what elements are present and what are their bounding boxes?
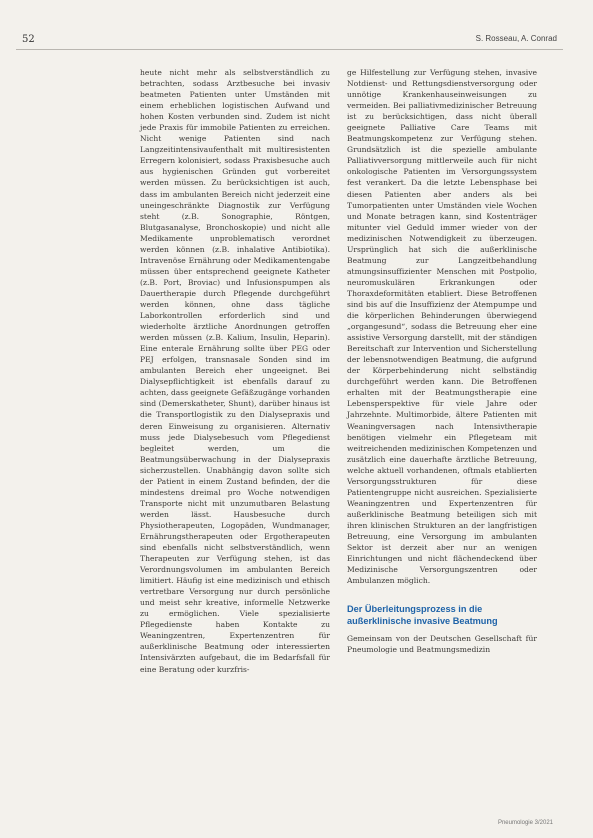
left-column-body: heute nicht mehr als selbstverständlich zu betrachten, sodass Arztbesuche bei invasiv beatmeten Patienten unter Umständen mit einem erheblichen logistischen Aufwand und hohen Kosten verbunden sind. Zudem ist nicht jede Praxis für immobile Patienten zu erreichen. Nicht wenige Patienten sind nach Langzeitintensivaufenthalt mit multiresistenten Erregern kolonisiert, sodass Praxisbesuche auch aus hygienischen Gründen gut vorbereitet werden müssen. Zu berücksichtigen ist auch, dass im ambulanten Bereich nicht jederzeit eine uneingeschränkte Diagnostik zur Verfügung steht (z.B. Sonographie, Röntgen, Blutgasanalyse, Bronchoskopie) und nicht alle Medikamente unproblematisch verordnet werden können (z.B. inhalative Antibiotika). Intravenöse Ernährung oder Medikamentengabe müssen über entsprechend geeignete Katheter (z.B. Port, Broviac) und Infusionspumpen als Dauertherapie durch Pflegende durchgeführt werden können, ohne dass tägliche Laborkontrollen erforderlich sind und wiederholte ärztliche Anordnungen getroffen werden müssen (z.B. Kalium, Insulin, Heparin). Eine enterale Ernährung sollte über PEG oder PEJ erfolgen, transnasale Sonden sind im ambulanten Bereich eher ungeeignet. Bei Dialysepflichtigkeit ist ebenfalls darauf zu achten, dass geeignete Gefäßzugänge vorhanden sind (Demerskatheter, Shunt), darüber hinaus ist die Transportlogistik zu den Dialysepraxis und deren Einweisung zu organisieren. Alternativ muss jede Dialysebesuch vom Pflegedienst begleitet werden, um die Beatmungsüberwachung in der Dialysepraxis sicherzustellen. Unabhängig davon sollte sich der Patient in einem Zustand befinden, der die mindestens dreimal pro Woche notwendigen Transporte nicht mit unzumutbaren Belastung werden lässt. Hausbesuche durch Physiotherapeuten, Logopäden, Wundmanager, Ernährungstherapeuten oder Ergotherapeuten sind ebenfalls nicht selbstverständlich, wenn Therapeuten zur Verfügung stehen, ist das Verordnungsvolumen im ambulanten Bereich limitiert. Häufig ist eine medizinisch und ethisch vertretbare Versorgung nur durch persönliche und meist sehr kreative, informelle Netzwerke zu ermöglichen. Viele spezialisierte Pflegedienste haben Kontakte zu Weaningzentren, Expertenzentren für außerklinische Beatmung oder interessierten Intensivärzten aufgebaut, die im Bedarfsfall für eine Beratung oder kurzfris- bbox=[140, 68, 330, 674]
left-text-column bbox=[140, 67, 330, 675]
running-head: S. Rosseau, A. Conrad bbox=[475, 34, 557, 43]
right-column-body-continued: Gemeinsam von der Deutschen Gesellschaft für Pneumologie und Beatmungsmedizin bbox=[347, 634, 537, 655]
page-footer: Pneumologie 3/2021 bbox=[497, 820, 553, 826]
page-number: 52 bbox=[22, 34, 35, 45]
right-column-body: ge Hilfestellung zur Verfügung stehen, invasive Notdienst- und Rettungsdienstversorgung oder unnötige Krankenhauseinweisungen zu vermeiden. Bei palliativmedizinischer Betreuung ist zu berücksichtigen, dass nicht überall geeignete Palliative Care Teams mit Beatmungskompetenz zur Verfügung stehen. Grundsätzlich ist die spezielle ambulante Palliativversorgung mittlerweile auch für nicht onkologische Patienten im Versorgungssystem fest verankert. Da die letzte Lebensphase bei diesen Patienten aber anders als bei Tumorpatienten unter Umständen viele Wochen und Monate betragen kann, sind Kostenträger mitunter viel Geduld immer wieder von der medizinischen Notwendigkeit zu überzeugen. Ursprünglich hat sich die außerklinische Beatmung zur Langzeitbehandlung atmungsinsuffizienter Menschen mit Postpolio, neuromuskulären Erkrankungen oder Thoraxdeformitäten etabliert. Diese Betroffenen sind bis auf die Insuffizienz der Atempumpe und die körperlichen Behinderungen überwiegend „organgesund“, sodass die Betreuung eher eine assistive Versorgung darstellt, mit der ständigen Bereitschaft zur Intervention und Sicherstellung der lebensnotwendigen Beatmung, die aufgrund der Körperbehinderung nicht selbständig durchgeführt werden kann. Die Betroffenen erhalten mit der Beatmungstherapie eine Lebensperspektive für viele Jahre oder Jahrzehnte. Multimorbide, ältere Patienten mit Weaningversagen nach Intensivtherapie benötigen vielmehr ein Pflegeteam mit weitreichenden medizinischen Kompetenzen und zusätzlich eine dauerhafte ärztliche Betreuung, welche aktuell vorhandenen, oftmals etablierten Versorgungsstrukturen für diese Patientengruppe nicht ausreichen. Spezialisierte Weaningzentren und Expertenzentren für außerklinische Beatmung beteiligen sich mit ihren klinischen Strukturen an der langfristigen Betreuung, eine Versorgung im ambulanten Sektor ist derzeit aber nur an wenigen Einrichtungen und nicht flächendeckend über Medizinische Versorgungszentren oder Ambulanzen möglich. bbox=[347, 68, 537, 586]
header-divider bbox=[16, 49, 563, 50]
section-heading: Der Überleitungsprozess in die außerklinische invasive Beatmung bbox=[347, 604, 498, 626]
right-text-column bbox=[347, 67, 537, 655]
